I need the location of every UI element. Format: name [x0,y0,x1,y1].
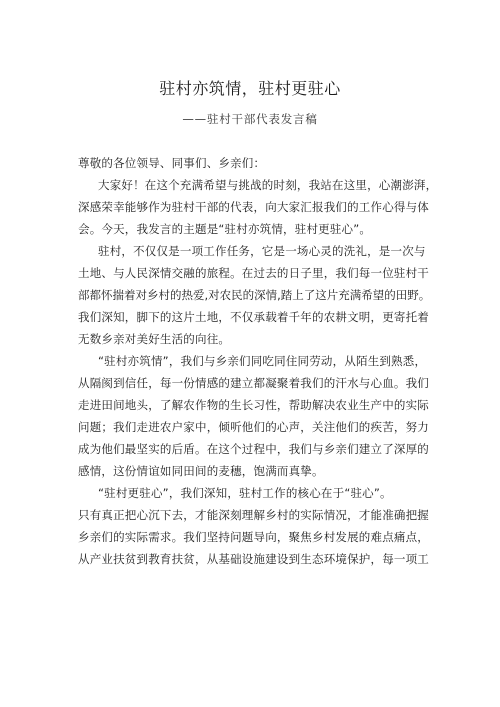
document-subtitle: ——驻村干部代表发言稿 [182,112,318,126]
salutation-line: 尊敬的各位领导、同事们、乡亲们： [78,156,266,170]
paragraph-line: 从产业扶贫到教育扶贫，从基础设施建设到生态环境保护，每一项工 [78,552,429,566]
paragraph-line: 问题；我们走进农户家中，倾听他们的心声，关注他们的疾苦，努力 [78,420,429,434]
paragraph-line: 无数乡亲对美好生活的向往。 [78,332,231,346]
paragraph-line: “驻村更驻心”，我们深知，驻村工作的核心在于“驻心”。 [98,486,392,500]
paragraph-line: 深感荣幸能够作为驻村干部的代表，向大家汇报我们的工作心得与体 [78,200,429,214]
paragraph-line: 会。今天，我发言的主题是“驻村亦筑情，驻村更驻心”。 [78,222,372,236]
paragraph-line: 我们深知，脚下的这片土地，不仅承载着千年的农耕文明，更寄托着 [78,310,429,324]
paragraph-line: 从隔阂到信任，每一份情感的建立都凝聚着我们的汗水与心血。我们 [78,376,429,390]
paragraph-line: 土地、与人民深情交融的旅程。在过去的日子里，我们每一位驻村干 [78,266,429,280]
paragraph-line: 乡亲们的实际需求。我们坚持问题导向，聚焦乡村发展的难点痛点， [78,530,429,544]
paragraph-line: 大家好！在这个充满希望与挑战的时刻，我站在这里，心潮澎湃， [98,178,438,192]
paragraph-line: 部都怀揣着对乡村的热爱,对农民的深情,踏上了这片充满希望的田野。 [78,288,431,302]
paragraph-line: “驻村亦筑情”，我们与乡亲们同吃同住同劳动，从陌生到熟悉， [98,354,427,368]
paragraph-line: 驻村，不仅仅是一项工作任务，它是一场心灵的洗礼，是一次与 [98,244,426,258]
paragraph-line: 只有真正把心沉下去，才能深刻理解乡村的实际情况，才能准确把握 [78,508,429,522]
paragraph-line: 成为他们最坚实的后盾。在这个过程中，我们与乡亲们建立了深厚的 [78,442,429,456]
paragraph-line: 感情，这份情谊如同田间的麦穗，饱满而真挚。 [78,464,324,478]
paragraph-line: 走进田间地头，了解农作物的生长习性，帮助解决农业生产中的实际 [78,398,429,412]
document-title: 驻村亦筑情，驻村更驻心 [159,79,341,98]
document-body [78,152,438,570]
